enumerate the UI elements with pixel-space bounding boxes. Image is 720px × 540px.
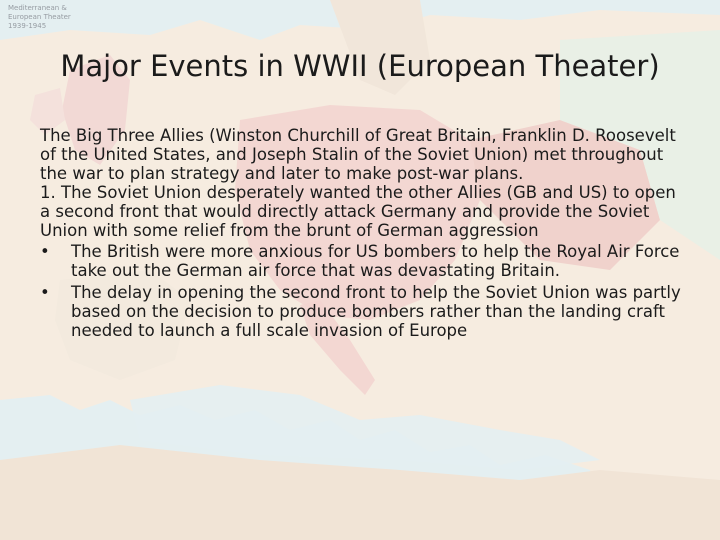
map-caption-line: 1939-1945: [8, 22, 47, 30]
bullet-text: The delay in opening the second front to help the Soviet Union was partly based on the decision to produce bombers rather than the landing craft needed to launch a full scale invasion of Europe: [71, 283, 681, 340]
map-caption-line: Mediterranean &: [8, 4, 67, 12]
intro-paragraph: The Big Three Allies (Winston Churchill of Great Britain, Franklin D. Roosevelt of the United States, and Joseph Stalin of the Soviet Union) met throughout the war to plan strategy and later to make post-war plans.: [40, 126, 676, 183]
bullet-list: [40, 242, 688, 340]
bullet-item: [40, 283, 688, 340]
bullet-marker: •: [40, 242, 50, 261]
bullet-item: [40, 242, 688, 280]
map-caption: [8, 4, 128, 31]
point-1-paragraph: 1. The Soviet Union desperately wanted the other Allies (GB and US) to open a second front that would directly attack Germany and provide the Soviet Union with some relief from the brunt of German aggression: [40, 183, 676, 240]
bullet-text: The British were more anxious for US bombers to help the Royal Air Force take out the German air force that was devastating Britain.: [71, 242, 680, 280]
bullet-marker: •: [40, 283, 50, 302]
slide-body: [40, 126, 688, 343]
slide-title: Major Events in WWII (European Theater): [60, 49, 660, 83]
map-caption-line: European Theater: [8, 13, 71, 21]
